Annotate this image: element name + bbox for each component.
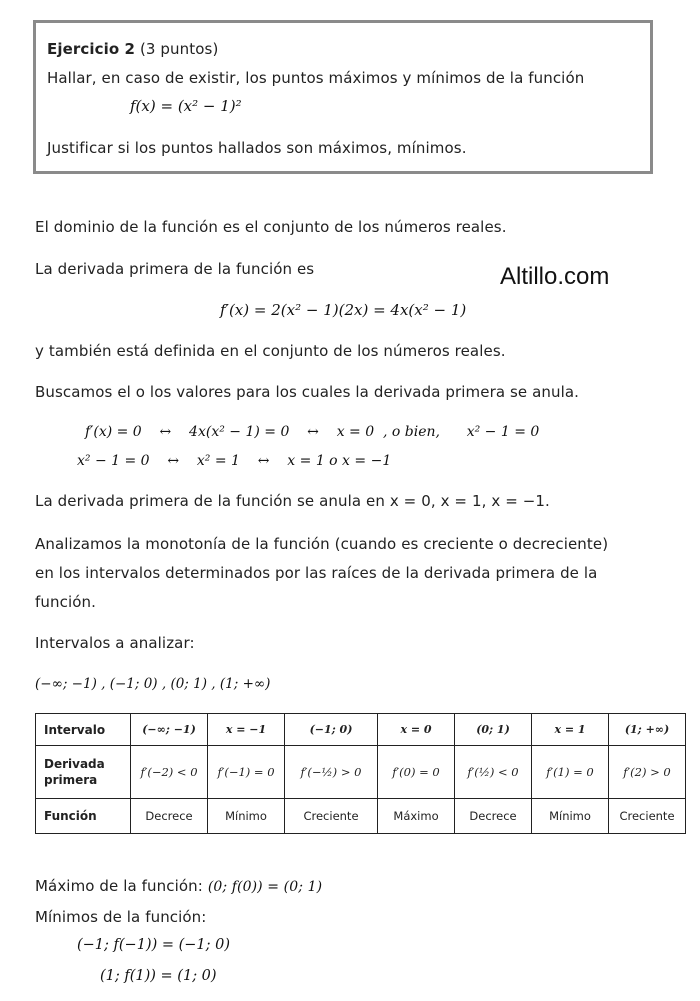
paragraph-intervals: Intervalos a analizar:	[35, 634, 195, 652]
function-cell: Creciente	[609, 799, 686, 834]
minimum-value-2: (1; f(1)) = (1; 0)	[100, 968, 217, 984]
table-row-intervals	[36, 714, 686, 746]
row-label-function: Función	[36, 799, 131, 834]
paragraph-search: Buscamos el o los valores para los cuales la derivada primera se anula.	[35, 383, 580, 401]
monotony-table	[35, 713, 686, 834]
table-row-function	[36, 799, 686, 834]
paragraph-derivative-intro: La derivada primera de la función es	[35, 260, 315, 278]
paragraph-monotony-line-3: función.	[35, 593, 96, 611]
paragraph-domain: El dominio de la función es el conjunto de los números reales.	[35, 218, 507, 236]
equation-derivative: f′(x) = 2(x² − 1)(2x) = 4x(x² − 1)	[220, 301, 467, 319]
maximum-value: (0; f(0)) = (0; 1)	[207, 879, 323, 895]
derivative-cell: f′(1) = 0	[532, 746, 609, 799]
function-cell: Máximo	[378, 799, 455, 834]
function-cell: Creciente	[285, 799, 378, 834]
paragraph-derivative-domain: y también está definida en el conjunto de los números reales.	[35, 342, 506, 360]
derivative-cell: f′(−½) > 0	[285, 746, 378, 799]
exercise-function: f(x) = (x² − 1)²	[130, 97, 242, 115]
equation-roots-2: x² − 1 = 0 ↔ x² = 1 ↔ x = 1 o x = −1	[77, 453, 392, 469]
function-cell: Decrece	[455, 799, 532, 834]
header-cell: x = 1	[532, 714, 609, 746]
maximum-label: Máximo de la función:	[35, 877, 203, 895]
equation-roots-1: f′(x) = 0 ↔ 4x(x² − 1) = 0 ↔ x = 0 , o bien, x² − 1 = 0	[85, 424, 540, 440]
function-cell: Mínimo	[532, 799, 609, 834]
exercise-points: (3 puntos)	[139, 40, 219, 58]
header-cell: x = 0	[378, 714, 455, 746]
watermark-logo: Altillo.com	[500, 263, 610, 290]
function-cell: Decrece	[131, 799, 208, 834]
paragraph-monotony-line-1: Analizamos la monotonía de la función (cuando es creciente o decreciente)	[35, 535, 609, 553]
equation-intervals: (−∞; −1) , (−1; 0) , (0; 1) , (1; +∞)	[35, 676, 271, 692]
derivative-cell: f′(½) < 0	[455, 746, 532, 799]
minimum-value-1: (−1; f(−1)) = (−1; 0)	[77, 937, 231, 953]
header-cell: x = −1	[208, 714, 285, 746]
exercise-statement: Hallar, en caso de existir, los puntos máximos y mínimos de la función	[47, 69, 585, 87]
maximum-line	[35, 877, 322, 895]
paragraph-zeros: La derivada primera de la función se anula en x = 0, x = 1, x = −1.	[35, 492, 550, 510]
header-cell: (1; +∞)	[609, 714, 686, 746]
minimum-label: Mínimos de la función:	[35, 908, 207, 926]
derivative-cell: f′(0) = 0	[378, 746, 455, 799]
exercise-justify: Justificar si los puntos hallados son máximos, mínimos.	[47, 139, 467, 157]
header-cell: (−1; 0)	[285, 714, 378, 746]
header-cell: (−∞; −1)	[131, 714, 208, 746]
derivative-cell: f′(2) > 0	[609, 746, 686, 799]
header-cell: (0; 1)	[455, 714, 532, 746]
row-label-interval: Intervalo	[36, 714, 131, 746]
exercise-title: Ejercicio 2	[47, 40, 136, 58]
table-row-derivative	[36, 746, 686, 799]
paragraph-monotony-line-2: en los intervalos determinados por las raíces de la derivada primera de la	[35, 564, 598, 582]
row-label-derivative: Derivada primera	[36, 746, 131, 799]
derivative-cell: f′(−2) < 0	[131, 746, 208, 799]
derivative-cell: f′(−1) = 0	[208, 746, 285, 799]
exercise-heading	[47, 40, 218, 58]
function-cell: Mínimo	[208, 799, 285, 834]
